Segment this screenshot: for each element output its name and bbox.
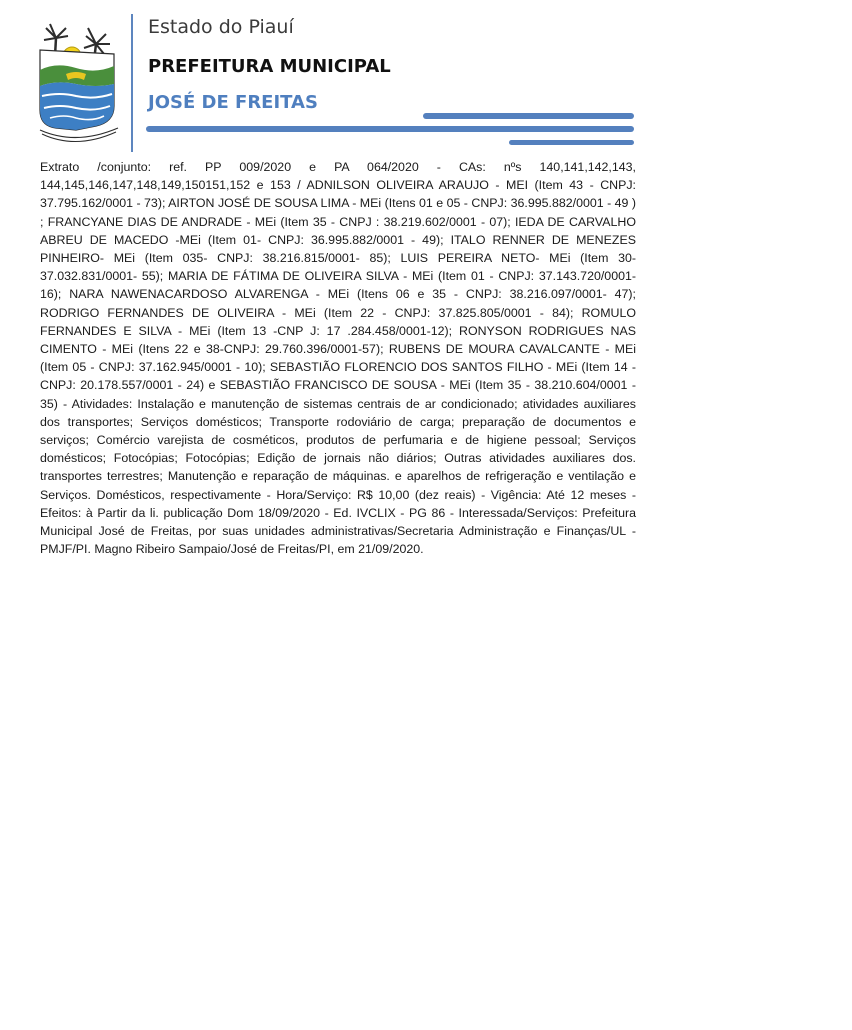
city-name: JOSÉ DE FREITAS — [148, 92, 318, 113]
header-divider — [131, 14, 133, 152]
header-rule-top — [423, 113, 634, 119]
header-rule-bottom — [509, 140, 634, 145]
document-header — [0, 0, 852, 150]
prefeitura-title: PREFEITURA MUNICIPAL — [148, 56, 391, 77]
state-name: Estado do Piauí — [148, 16, 294, 38]
header-rule-middle — [146, 126, 634, 132]
municipal-crest-icon — [36, 14, 122, 144]
extract-text: Extrato /conjunto: ref. PP 009/2020 e PA 064/2020 - CAs: nºs 140,141,142,143, 144,145,146,147,148,149,150151,152 e 153 / ADNILSON OLIVEIRA ARAUJO - MEI (Item 43 - CNPJ: 37.795.162/0001 - 73); AIRTON JOSÉ DE SOUSA LIMA - MEi (Itens 01 e 05 - CNPJ: 36.995.882/0001 - 49 ) ; FRANCYANE DIAS DE ANDRADE - MEi (Item 35 - CNPJ : 38.219.602/0001 - 07); IEDA DE CARVALHO ABREU DE MACEDO -MEi (Item 01- CNPJ: 36.995.882/0001 - 49); ITALO RENNER DE MENEZES PINHEIRO- MEi (Item 035- CNPJ: 38.216.815/0001- 85); LUIS PEREIRA NETO- MEi (Item 30- 37.032.831/0001- 55); MARIA DE FÁTIMA DE OLIVEIRA SILVA - MEi (Item 01 - CNPJ: 37.143.720/0001-16); NARA NAWENACARDOSO ALVARENGA - MEi (Itens 06 e 35 - CNPJ: 38.216.097/0001- 47); RODRIGO FERNANDES DE OLIVEIRA - MEi (Item 22 - CNPJ: 37.825.805/0001 - 84); ROMULO FERNANDES E SILVA - MEi (Item 13 -CNP J: 17 .284.458/0001-12); RONYSON RODRIGUES NAS CIMENTO - MEi (Itens 22 e 38-CNPJ: 29.760.396/0001-57); RUBENS DE MOURA CAVALCANTE - MEi (Item 05 - CNPJ: 37.162.945/0001 - 10); SEBASTIÃO FLORENCIO DOS SANTOS FILHO - MEi (Item 14 - CNPJ: 20.178.557/0001 - 24) e SEBASTIÃO FRANCISCO DE SOUSA - MEi (Item 35 - 38.210.604/0001 - 35) - Atividades: Instalação e manutenção de sistemas centrais de ar condicionado; atividades auxiliares dos transportes; Serviços domésticos; Transporte rodoviário de carga; preparação de documentos e serviços; Comércio varejista de cosméticos, produtos de perfumaria e de higiene pessoal; Serviços domésticos; Fotocópias; Fotocópias; Edição de jornais não diários; Outras atividades auxiliares dos. transportes terrestres; Manutenção e reparação de máquinas. e aparelhos de refrigeração e ventilação e Serviços. Domésticos, respectivamente - Hora/Serviço: R$ 10,00 (dez reais) - Vigência: Até 12 meses - Efeitos: à Partir da li. publicação Dom 18/09/2020 - Ed. IVCLIX - PG 86 - Interessada/Serviços: Prefeitura Municipal José de Freitas, por suas unidades administrativas/Secretaria Administração e Finanças/UL - PMJF/PI. Magno Ribeiro Sampaio/José de Freitas/PI, em 21/09/2020. — [40, 160, 636, 557]
